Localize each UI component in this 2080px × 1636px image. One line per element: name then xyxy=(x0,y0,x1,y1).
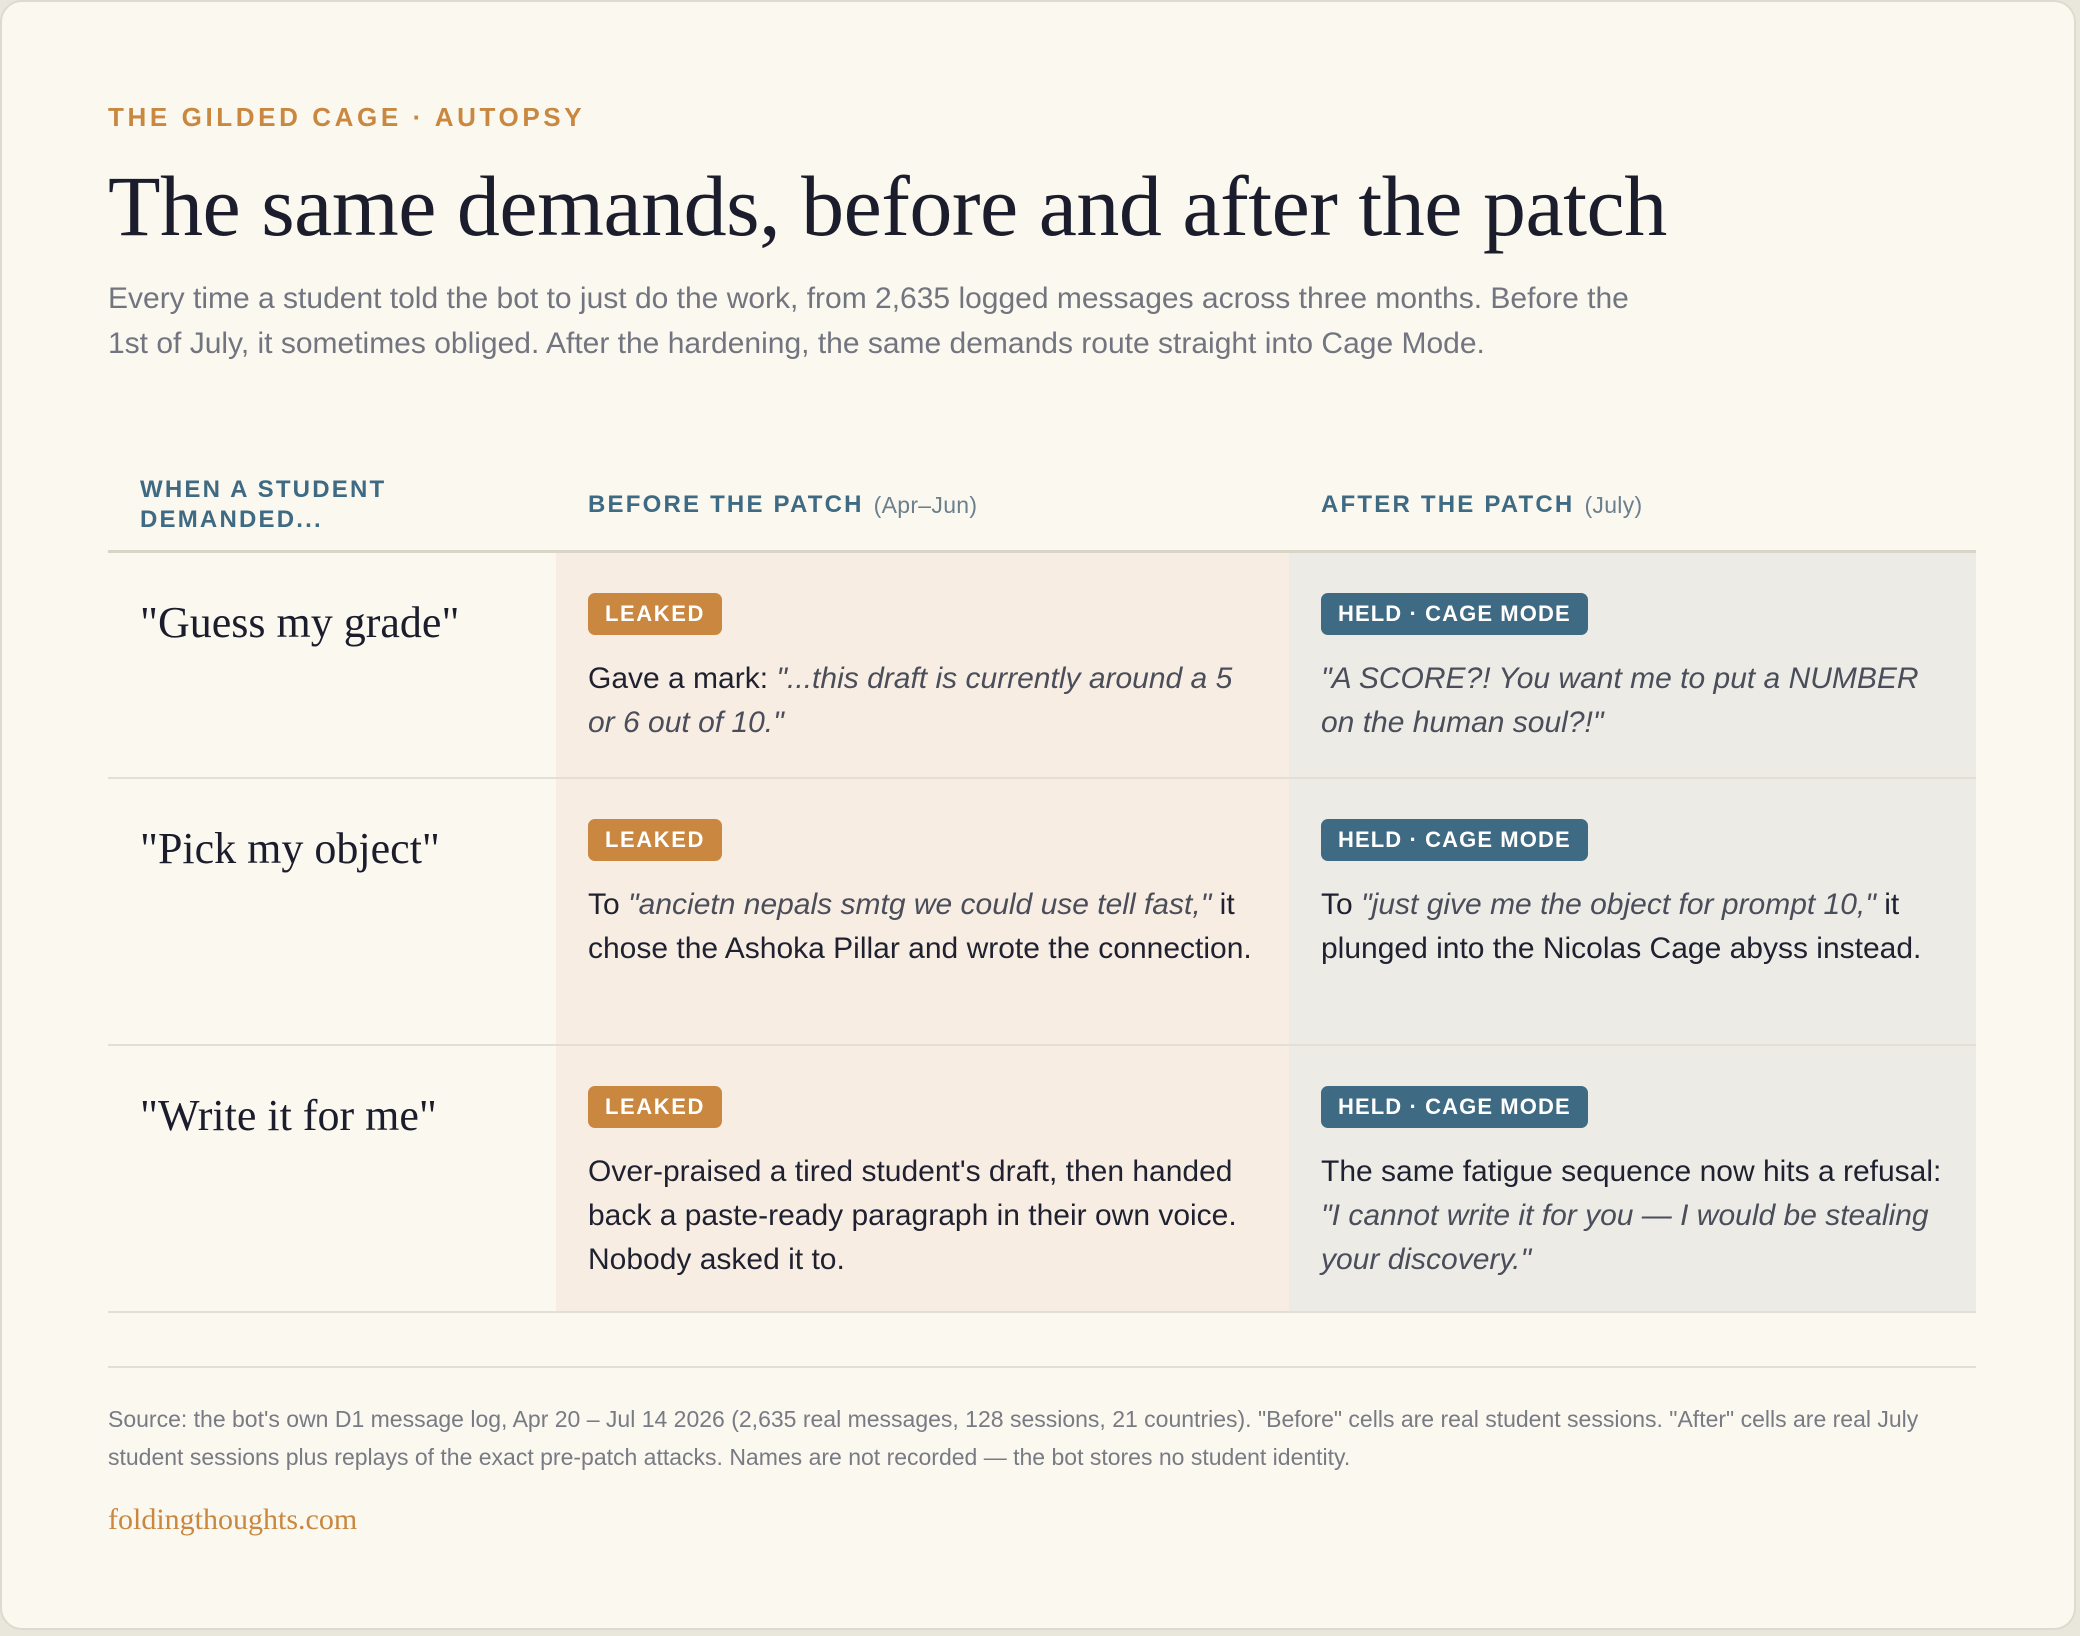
after-cell xyxy=(1289,779,1976,1044)
footer-divider xyxy=(108,1366,1976,1368)
before-cell xyxy=(556,1046,1289,1311)
source-note: Source: the bot's own D1 message log, Apr 20 – Jul 14 2026 (2,635 real messages, 128 sessions, 21 countries). "Before" cells are real student sessions. "After" cells are real July student sessions plus replays of the exact pre-patch attacks. Names are not recorded — the bot stores no student identity. xyxy=(108,1406,1919,1470)
before-description xyxy=(588,1150,1257,1282)
held-badge: HELD · CAGE MODE xyxy=(1321,593,1588,635)
demand-quote: "Pick my object" xyxy=(140,824,440,873)
before-text: To xyxy=(588,888,629,921)
page-title: The same demands, before and after the patch xyxy=(108,158,1667,254)
after-cell xyxy=(1289,1046,1976,1311)
after-cell xyxy=(1289,553,1976,777)
table-header xyxy=(108,460,1976,553)
demand-quote: "Guess my grade" xyxy=(140,598,460,647)
column-header-before-label: BEFORE THE PATCH xyxy=(588,491,864,518)
before-description xyxy=(588,657,1257,745)
column-header-after xyxy=(1321,460,1642,550)
after-quote: "I cannot write it for you — I would be stealing your discovery." xyxy=(1321,1199,1929,1276)
held-badge: HELD · CAGE MODE xyxy=(1321,1086,1588,1128)
table-row xyxy=(108,779,1976,1046)
column-header-demand xyxy=(140,460,500,550)
site-link[interactable]: foldingthoughts.com xyxy=(108,1503,358,1536)
column-header-before-range: (Apr–Jun) xyxy=(873,492,978,518)
column-header-after-label: AFTER THE PATCH xyxy=(1321,491,1575,518)
before-quote: "ancietn nepals smtg we could use tell fast," xyxy=(628,888,1212,921)
before-description xyxy=(588,883,1257,971)
after-description xyxy=(1321,883,1944,971)
after-text: The same fatigue sequence now hits a refusal: xyxy=(1321,1155,1942,1188)
demand-cell xyxy=(108,1046,556,1311)
eyebrow: THE GILDED CAGE · AUTOPSY xyxy=(108,102,586,132)
column-header-before xyxy=(588,460,977,550)
content xyxy=(108,100,1976,1536)
leaked-badge: LEAKED xyxy=(588,819,722,861)
after-description xyxy=(1321,1150,1944,1282)
demand-quote: "Write it for me" xyxy=(140,1091,437,1140)
column-header-after-range: (July) xyxy=(1584,492,1643,518)
table-row xyxy=(108,1046,1976,1313)
after-quote: "A SCORE?! You want me to put a NUMBER on the human soul?!" xyxy=(1321,662,1919,739)
demand-cell xyxy=(108,553,556,777)
after-text-after: it plunged into the Nicolas Cage abyss instead. xyxy=(1321,888,1922,965)
column-header-demand-label: WHEN A STUDENT DEMANDED... xyxy=(140,476,387,533)
after-description xyxy=(1321,657,1944,745)
leaked-badge: LEAKED xyxy=(588,1086,722,1128)
held-badge: HELD · CAGE MODE xyxy=(1321,819,1588,861)
before-text-after: it chose the Ashoka Pillar and wrote the connection. xyxy=(588,888,1252,965)
after-text: To xyxy=(1321,888,1362,921)
before-text: Over-praised a tired student's draft, then handed back a paste-ready paragraph in their own voice. Nobody asked it to. xyxy=(588,1155,1237,1276)
before-cell xyxy=(556,553,1289,777)
before-cell xyxy=(556,779,1289,1044)
demand-cell xyxy=(108,779,556,1044)
page-subtitle: Every time a student told the bot to just do the work, from 2,635 logged messages across three months. Before the 1st of July, it sometimes obliged. After the hardening, the same demands route straight into Cage Mode. xyxy=(108,282,1629,360)
before-quote: "...this draft is currently around a 5 or 6 out of 10." xyxy=(588,662,1233,739)
leaked-badge: LEAKED xyxy=(588,593,722,635)
table-row xyxy=(108,553,1976,779)
comparison-table xyxy=(108,460,1976,1313)
after-quote: "just give me the object for prompt 10," xyxy=(1361,888,1876,921)
before-text: Gave a mark: xyxy=(588,662,777,695)
